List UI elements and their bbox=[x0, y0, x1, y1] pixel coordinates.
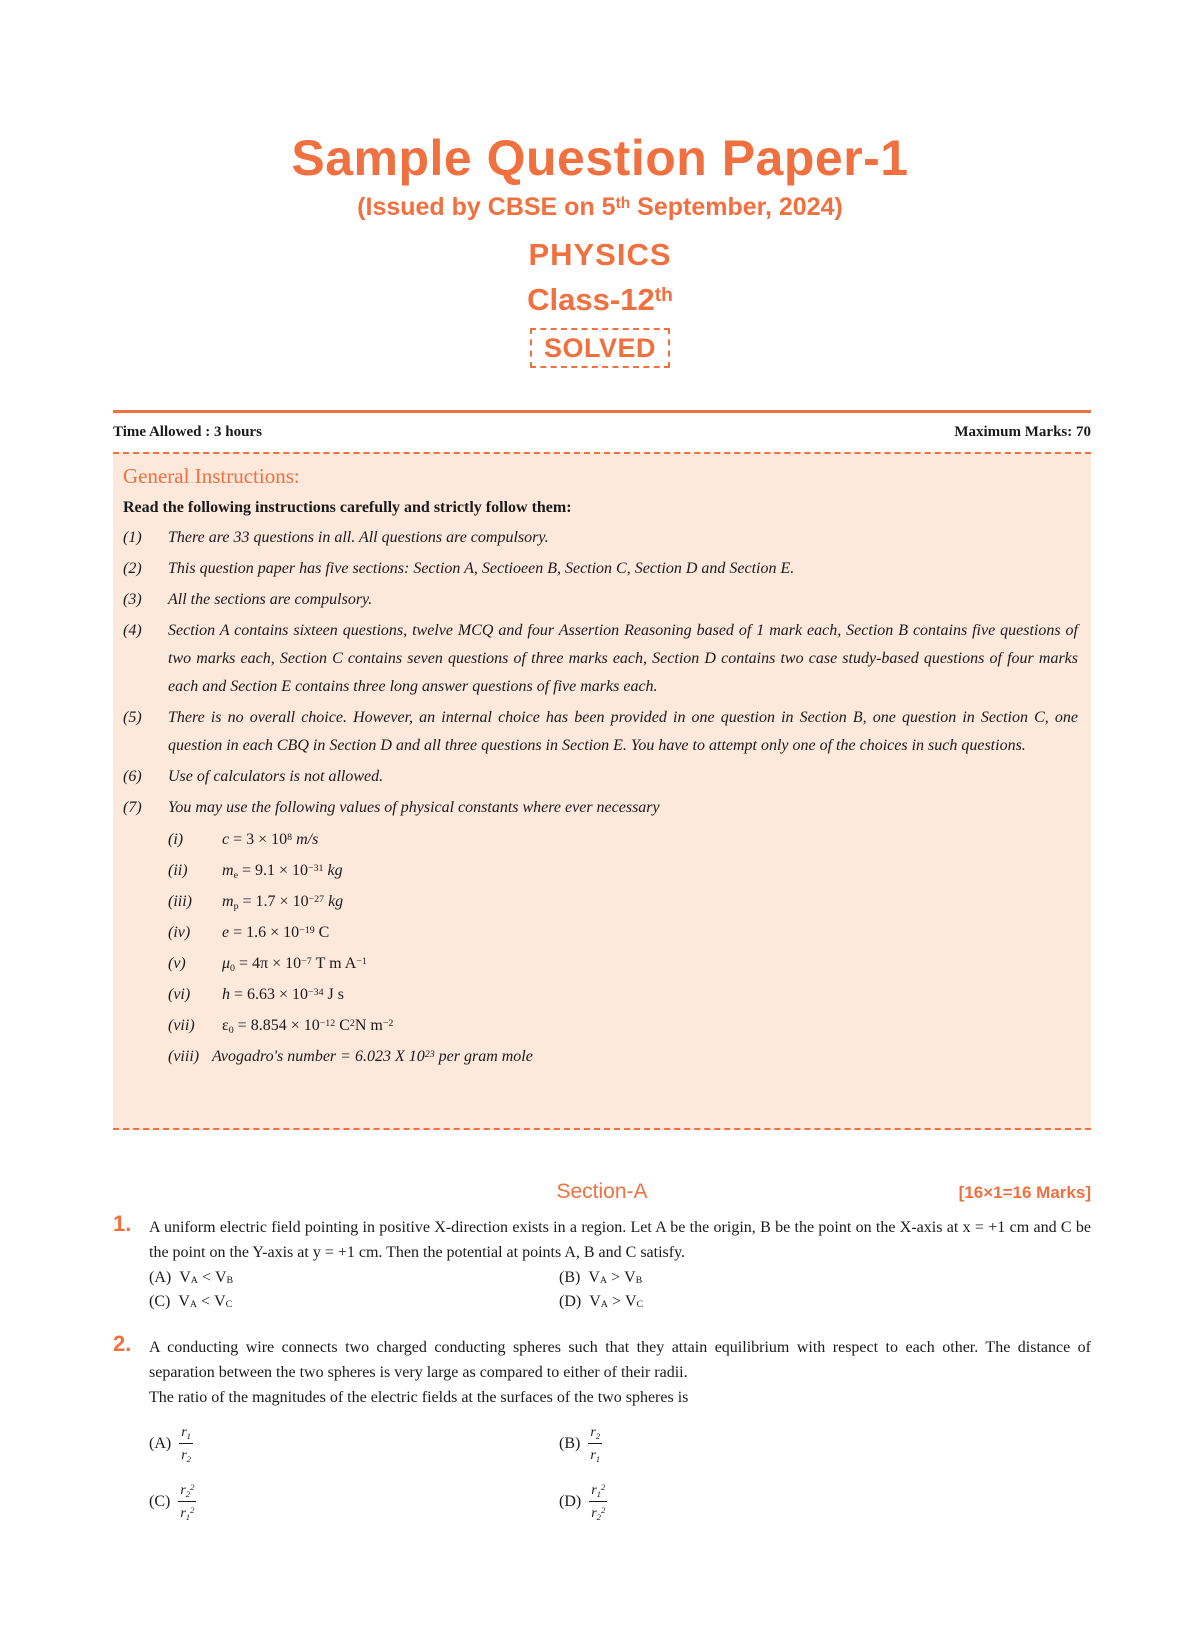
instruction-text: Use of calculators is not allowed. bbox=[168, 768, 384, 785]
fraction bbox=[178, 1482, 196, 1522]
constant-number: (viii) bbox=[168, 1048, 200, 1065]
avogadro-exp: 23 bbox=[424, 1048, 435, 1060]
option-label: (A) bbox=[149, 1435, 172, 1452]
class-title bbox=[0, 278, 1200, 322]
instruction-item bbox=[123, 555, 1078, 583]
constant-unit: C bbox=[314, 924, 330, 941]
constant-unit: kg bbox=[323, 862, 343, 879]
fraction-denominator bbox=[590, 1444, 600, 1464]
instruction-number: (4) bbox=[123, 622, 142, 639]
instruction-item bbox=[123, 794, 1078, 822]
constant-item-avogadro bbox=[168, 1042, 1078, 1071]
constant-text bbox=[222, 980, 344, 1009]
fraction-numerator bbox=[179, 1424, 193, 1444]
fraction-denominator bbox=[591, 1502, 605, 1522]
question-text-2: The ratio of the magnitudes of the electric fields at the surfaces of the two spheres is bbox=[149, 1389, 689, 1406]
constant-item bbox=[168, 887, 1078, 916]
constant-symbol: e bbox=[222, 924, 230, 941]
instruction-item bbox=[123, 763, 1078, 791]
instruction-number: (3) bbox=[123, 591, 142, 608]
max-marks: Maximum Marks: 70 bbox=[954, 424, 1091, 440]
constant-symbol: μ bbox=[222, 955, 231, 972]
constant-item bbox=[168, 825, 1078, 854]
option-c[interactable]: (C) V $_A$ < V $_C$ bbox=[149, 1293, 233, 1310]
solved-badge: SOLVED bbox=[530, 328, 670, 368]
instruction-text: This question paper has five sections: Section A, Sectioeen B, Section C, Section D and Section E. bbox=[168, 560, 795, 577]
var-sub: 1 bbox=[596, 1488, 602, 1499]
fraction-numerator bbox=[178, 1482, 196, 1502]
option-rhs: V bbox=[214, 1269, 227, 1286]
avogadro-body: Avogadro's number = 6.023 X 10 bbox=[212, 1048, 425, 1065]
time-allowed: Time Allowed : 3 hours bbox=[113, 424, 262, 440]
constant-text bbox=[222, 887, 343, 916]
constant-number: (iv) bbox=[168, 924, 191, 941]
constant-body: = 1.7 × 10 bbox=[238, 893, 309, 910]
instructions-list bbox=[123, 524, 1078, 1073]
constant-exp: 8 bbox=[287, 831, 293, 843]
section-header bbox=[113, 1180, 1091, 1210]
var: r bbox=[181, 1448, 187, 1463]
option-label: (C) bbox=[149, 1293, 171, 1310]
var-sup: 2 bbox=[190, 1482, 195, 1493]
constant-sub: p bbox=[233, 900, 239, 912]
constant-number: (vi) bbox=[168, 986, 191, 1003]
constant-unit: C bbox=[335, 1017, 350, 1034]
constant-text bbox=[222, 918, 329, 947]
instruction-text: There are 33 questions in all. All questions are compulsory. bbox=[168, 529, 549, 546]
option-op: > bbox=[607, 1269, 625, 1286]
var-sub: 1 bbox=[186, 1430, 192, 1441]
question-options bbox=[149, 1424, 1091, 1522]
instruction-text: You may use the following values of physical constants where ever necessary bbox=[168, 799, 660, 816]
constant-number: (v) bbox=[168, 955, 186, 972]
option-label: (D) bbox=[559, 1493, 582, 1510]
option-b[interactable] bbox=[559, 1424, 969, 1464]
fraction-numerator bbox=[589, 1482, 607, 1502]
constant-body: = 4π × 10 bbox=[234, 955, 302, 972]
instruction-number: (5) bbox=[123, 709, 142, 726]
title-block bbox=[0, 128, 1200, 368]
instruction-text: All the sections are compulsory. bbox=[168, 591, 373, 608]
fraction bbox=[588, 1424, 602, 1464]
var-sub: 2 bbox=[596, 1511, 602, 1522]
constant-body: = 3 × 10 bbox=[229, 831, 288, 848]
option-b[interactable]: (B) V $_A$ > V $_B$ bbox=[559, 1269, 643, 1286]
fraction-denominator bbox=[180, 1502, 194, 1522]
constant-symbol: h bbox=[222, 986, 230, 1003]
constant-tail-sup: −2 bbox=[382, 1017, 394, 1029]
question-number: 1. bbox=[113, 1211, 132, 1236]
constant-symbol: m bbox=[222, 893, 234, 910]
constant-unit-tail: N m bbox=[354, 1017, 383, 1034]
constant-sub: 0 bbox=[228, 1024, 234, 1036]
constant-number: (vii) bbox=[168, 1017, 195, 1034]
instruction-number: (1) bbox=[123, 529, 142, 546]
issued-line bbox=[0, 190, 1200, 224]
instruction-item bbox=[123, 617, 1078, 701]
constant-body: = 1.6 × 10 bbox=[229, 924, 300, 941]
var-sub: 2 bbox=[186, 1453, 192, 1464]
option-c[interactable] bbox=[149, 1482, 559, 1522]
constant-unit: m/s bbox=[292, 831, 319, 848]
var: r bbox=[590, 1448, 596, 1463]
avogadro-tail: per gram mole bbox=[434, 1048, 533, 1065]
option-lhs: V bbox=[178, 1293, 190, 1310]
issued-prefix: (Issued by CBSE on 5 bbox=[357, 193, 616, 221]
meta-row bbox=[113, 424, 1091, 441]
option-label: (A) bbox=[149, 1269, 172, 1286]
constant-unit-sup: 2 bbox=[349, 1017, 355, 1029]
question-text: A conducting wire connects two charged conducting spheres such that they attain equilibrium with respect to each other. The distance of separation between the two spheres is very large as compared to either of their radii. bbox=[149, 1339, 1091, 1381]
constant-item bbox=[168, 980, 1078, 1009]
constant-number: (ii) bbox=[168, 862, 188, 879]
question-2 bbox=[113, 1331, 1091, 1522]
constant-text bbox=[222, 856, 343, 885]
instructions-lead: Read the following instructions carefully and strictly follow them: bbox=[123, 499, 572, 516]
option-a[interactable]: (A) V $_A$ < V $_B$ bbox=[149, 1269, 234, 1286]
constant-item bbox=[168, 918, 1078, 947]
instruction-text: There is no overall choice. However, an internal choice has been provided in one question in Section B, one question in Section C, one question in each CBQ in Section D and all three questions in Section E. You have to attempt only one of the choices in such questions. bbox=[168, 709, 1078, 754]
option-label: (D) bbox=[559, 1293, 582, 1310]
instruction-text: Section A contains sixteen questions, twelve MCQ and four Assertion Reasoning based of 1 mark each, Section B contains five questions of two marks each, Section C contains seven questions of three marks each, Section D contains two case study-based questions of four marks each and Section E contains three long answer questions of five marks each. bbox=[168, 622, 1078, 695]
var: r bbox=[181, 1425, 187, 1440]
option-rhs: V bbox=[214, 1293, 226, 1310]
var: r bbox=[591, 1483, 597, 1498]
class-prefix: Class-12 bbox=[527, 282, 655, 317]
option-a[interactable] bbox=[149, 1424, 559, 1464]
option-d[interactable]: (D) V $_A$ > V $_C$ bbox=[559, 1293, 644, 1310]
var-sup: 2 bbox=[601, 1482, 606, 1493]
issued-suffix: September, 2024) bbox=[630, 193, 843, 221]
instruction-number: (2) bbox=[123, 560, 142, 577]
constant-exp: −7 bbox=[301, 955, 312, 967]
class-sup: th bbox=[654, 285, 673, 307]
question-number: 2. bbox=[113, 1331, 132, 1356]
constant-text bbox=[222, 949, 367, 978]
fraction bbox=[179, 1424, 193, 1464]
instruction-item bbox=[123, 586, 1078, 614]
option-label: (C) bbox=[149, 1493, 171, 1510]
constant-text bbox=[222, 1011, 393, 1040]
option-d[interactable] bbox=[559, 1482, 969, 1522]
fraction-denominator bbox=[181, 1444, 191, 1464]
subject-title: PHYSICS bbox=[528, 237, 672, 272]
constant-number: (iii) bbox=[168, 893, 192, 910]
constant-exp: −31 bbox=[308, 862, 324, 874]
constant-text bbox=[222, 825, 318, 854]
option-lhs: V bbox=[179, 1269, 191, 1286]
var-sub: 1 bbox=[595, 1453, 601, 1464]
var: r bbox=[590, 1425, 596, 1440]
constant-item bbox=[168, 949, 1078, 978]
option-op: < bbox=[197, 1269, 215, 1286]
instruction-number: (7) bbox=[123, 799, 142, 816]
constant-symbol: m bbox=[222, 862, 234, 879]
option-op: < bbox=[197, 1293, 215, 1310]
constant-body: = 9.1 × 10 bbox=[237, 862, 309, 879]
var-sub: 2 bbox=[595, 1430, 601, 1441]
var: r bbox=[180, 1483, 186, 1498]
instruction-number: (6) bbox=[123, 768, 142, 785]
option-lhs: V bbox=[588, 1269, 600, 1286]
fraction-numerator bbox=[588, 1424, 602, 1444]
constant-body: = 8.854 × 10 bbox=[233, 1017, 320, 1034]
option-label: (B) bbox=[559, 1435, 581, 1452]
constant-unit: kg bbox=[324, 893, 344, 910]
section-title: Section-A bbox=[556, 1180, 648, 1203]
option-rhs: V bbox=[624, 1293, 637, 1310]
constant-sub: e bbox=[233, 869, 238, 881]
section-marks: [16×1=16 Marks] bbox=[958, 1183, 1091, 1202]
general-instructions-box bbox=[113, 452, 1091, 1130]
var-sub: 1 bbox=[185, 1511, 191, 1522]
option-lhs: V bbox=[589, 1293, 601, 1310]
constant-symbol: ε bbox=[222, 1017, 229, 1034]
constant-sub: 0 bbox=[230, 962, 235, 974]
question-text: A uniform electric field pointing in positive X-direction exists in a region. Let A be the origin, B be the point on the X-axis at x = +1 cm and C be the point on the Y-axis at y = +1 cm. Then the potential at points A, B and C satisfy. bbox=[149, 1219, 1091, 1261]
constant-item bbox=[168, 1011, 1078, 1040]
constant-body: = 6.63 × 10 bbox=[230, 986, 309, 1003]
constant-unit: J s bbox=[323, 986, 344, 1003]
fraction bbox=[589, 1482, 607, 1522]
instructions-heading: General Instructions: bbox=[123, 464, 300, 488]
instruction-item bbox=[123, 524, 1078, 552]
var-sub: 2 bbox=[185, 1488, 191, 1499]
constant-unit: T m A bbox=[311, 955, 357, 972]
var: r bbox=[180, 1506, 186, 1521]
constant-exp: −12 bbox=[319, 1017, 336, 1029]
question-1 bbox=[113, 1211, 1091, 1311]
paper-title: Sample Question Paper-1 bbox=[291, 130, 909, 186]
var-sup: 2 bbox=[190, 1505, 195, 1516]
constant-exp: −19 bbox=[299, 924, 315, 936]
constant-number: (i) bbox=[168, 831, 184, 848]
issued-sup: th bbox=[615, 195, 631, 213]
constant-unit-sup: −1 bbox=[356, 955, 367, 967]
avogadro-text bbox=[212, 1042, 533, 1071]
constant-item bbox=[168, 856, 1078, 885]
constant-symbol: c bbox=[222, 831, 230, 848]
option-op: > bbox=[607, 1293, 625, 1310]
var-sup: 2 bbox=[601, 1505, 606, 1516]
question-options bbox=[149, 1269, 1091, 1311]
constant-exp: −27 bbox=[308, 893, 325, 905]
option-rhs: V bbox=[624, 1269, 636, 1286]
constant-exp: −34 bbox=[308, 986, 324, 998]
instruction-item bbox=[123, 704, 1078, 760]
var: r bbox=[591, 1506, 597, 1521]
header-divider bbox=[113, 410, 1091, 413]
option-label: (B) bbox=[559, 1269, 581, 1286]
